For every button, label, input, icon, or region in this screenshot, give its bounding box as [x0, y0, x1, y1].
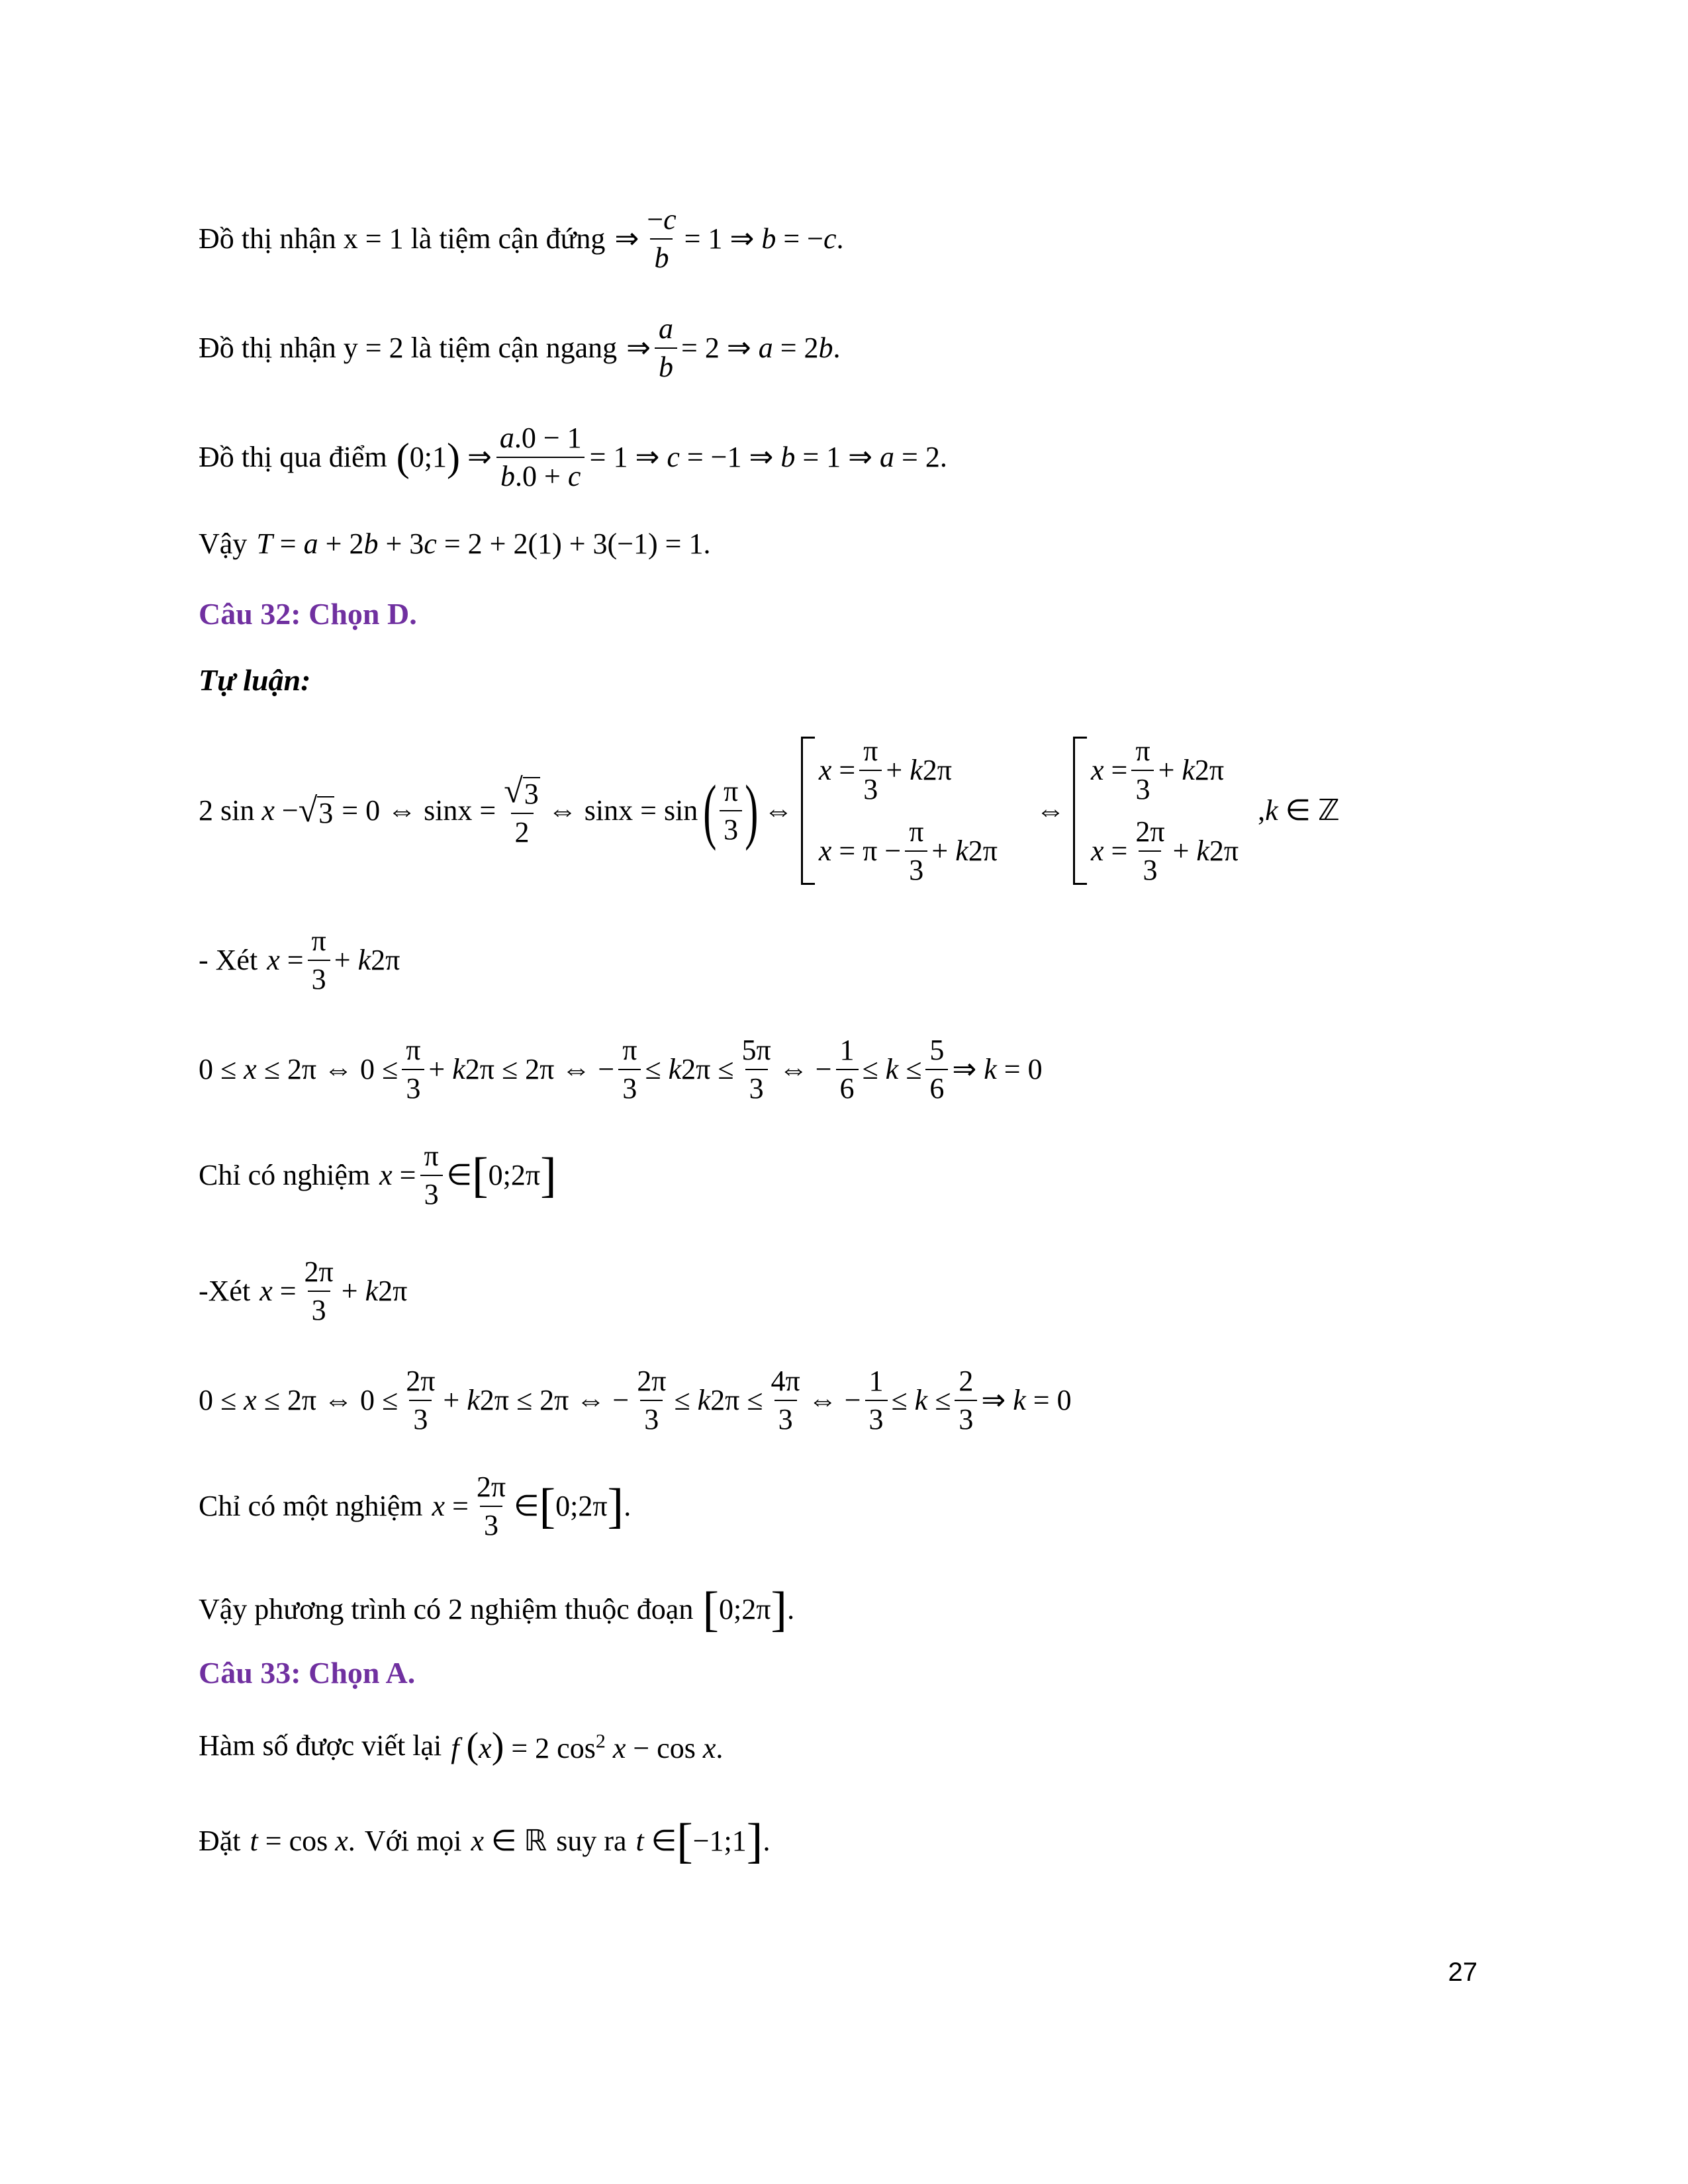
line-text: -Xét: [199, 1275, 251, 1307]
final-conclusion: Vậy phương trình có 2 nghiệm thuộc đoạn [ 0;2π ] .: [199, 1582, 795, 1637]
line-text: Chỉ có nghiệm: [199, 1159, 371, 1191]
question-32-heading: Câu 32: Chọn D.: [199, 597, 417, 631]
line-text: - Xét: [199, 944, 258, 976]
line-text: Đồ thị nhận y = 2 là tiệm cận ngang: [199, 332, 618, 364]
line-text: suy ra: [556, 1825, 627, 1857]
horizontal-asymptote-line: Đồ thị nhận y = 2 là tiệm cận ngang ⇒ $\frac{a}{b}$ = 2 ⇒ a = 2b.: [199, 312, 841, 383]
fraction: $\frac{\pi}{3}$: [720, 777, 742, 844]
page-number: 27: [1448, 1958, 1477, 1987]
solution-system-1: x = $\frac{\pi}{3}$ + k2π x = π − $\frac{\pi}{3}$ + k2π: [801, 737, 1002, 885]
line-text: Đặt: [199, 1825, 241, 1857]
case-1-result: Chỉ có nghiệm x = $\frac{\pi}{3}$ ∈ [ 0;2π ]: [199, 1140, 557, 1210]
line-text: Hàm số được viết lại: [199, 1729, 442, 1762]
case-2-line: -Xét x = $\frac{2\pi}{3}$ + k2π: [199, 1255, 408, 1326]
fraction: $\frac{a.0 - 1}{b.0 + c}$: [496, 424, 586, 491]
trig-equation: 2 sin x − √ 3 = 0 ⇔ sinx = √ 3 2 ⇔ sinx = sin ( $\frac{\pi}{3}$ ) ⇔ x = $\frac{\pi}{3}$ + k2π x = π − $\frac{\pi}{3}$ + k2π ⇔ x = $\frac{\pi}{3}$ + k2π x = $\frac{2\pi}{3}$ + k2π ,k ∈ ℤ: [199, 735, 1340, 886]
line-text: Đồ thị nhận x = 1 là tiệm cận đứng: [199, 222, 606, 255]
point-line: Đồ thị qua điểm ( 0;1 ) ⇒ $\frac{a.0 - 1}{b.0 + c}$ = 1 ⇒ c = −1 ⇒ b = 1 ⇒ a = 2.: [199, 422, 947, 492]
line-text: Đồ thị qua điểm: [199, 441, 387, 473]
line-text: Vậy: [199, 527, 248, 560]
line-text: Vậy phương trình có 2 nghiệm thuộc đoạn: [199, 1593, 694, 1625]
case-2-inequality: 0 ≤ x ≤ 2π ⇔ 0 ≤ $\frac{2\pi}{3}$ + k2π ≤ 2π ⇔ − $\frac{2\pi}{3}$ ≤ k2π ≤ $\frac{4\pi}{3}$ ⇔ − $\frac{1}{3}$ ≤ k ≤ $\frac{2}{3}$ ⇒ k = 0: [199, 1365, 1072, 1435]
case-1-inequality: 0 ≤ x ≤ 2π ⇔ 0 ≤ $\frac{\pi}{3}$ + k2π ≤ 2π ⇔ − $\frac{\pi}{3}$ ≤ k2π ≤ $\frac{5\pi}{3}$ ⇔ − $\frac{1}{6}$ ≤ k ≤ $\frac{5}{6}$ ⇒ k = 0: [199, 1034, 1043, 1105]
question-33-heading: Câu 33: Chọn A.: [199, 1656, 416, 1690]
fraction: √ 3 2: [504, 772, 539, 848]
sqrt-3: √ 3: [298, 792, 334, 829]
fraction: $\frac{-c}{b}$: [647, 203, 677, 274]
substitution-line: Đặt t = cos x. Với mọi x ∈ ℝ suy ra t ∈ [ −1;1 ] .: [199, 1814, 771, 1868]
formula: = 1 ⇒ b = −c.: [684, 222, 844, 255]
formula: ⇒: [614, 222, 639, 255]
vertical-asymptote-line: [199, 205, 844, 273]
line-text: Với mọi: [364, 1825, 462, 1857]
case-2-result: Chỉ có một nghiệm x = $\frac{2\pi}{3}$ ∈ [ 0;2π ] .: [199, 1471, 632, 1541]
case-1-line: - Xét x = $\frac{\pi}{3}$ + k2π: [199, 925, 400, 995]
line-text: Chỉ có một nghiệm: [199, 1490, 423, 1522]
function-rewrite: Hàm số được viết lại f (x) = 2 $\cos^2 x - \cos x$.: [199, 1725, 724, 1766]
tu-luan-label: Tự luận:: [199, 663, 311, 697]
fraction: $\frac{a}{b}$: [655, 314, 677, 382]
conclusion-line: Vậy T = a + 2b + 3c = 2 + 2(1) + 3(−1) = 1.: [199, 527, 711, 560]
solution-system-2: x = $\frac{\pi}{3}$ + k2π x = $\frac{2\pi}{3}$ + k2π: [1073, 737, 1243, 885]
